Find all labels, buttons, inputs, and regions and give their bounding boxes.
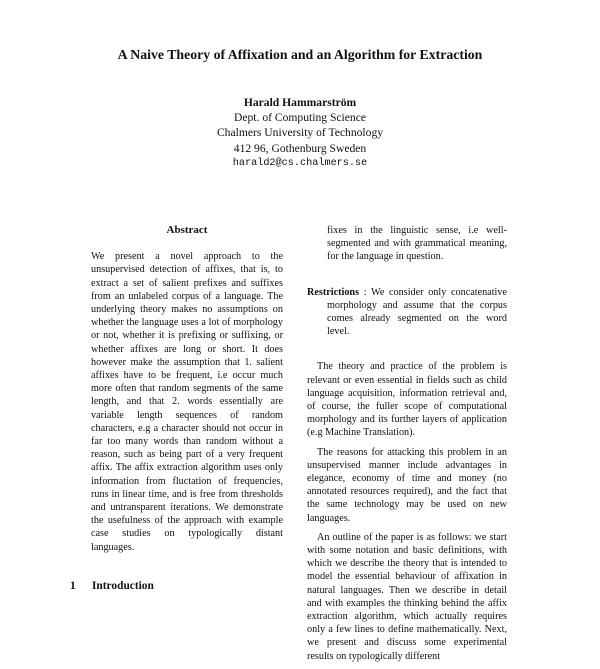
author-department: Dept. of Computing Science <box>233 111 366 125</box>
restrictions-paragraph <box>307 286 507 339</box>
continued-text: fixes in the linguistic sense, i.e well-segmented and with grammatical meaning, for the language in question. <box>327 225 507 263</box>
paper-title: A Naive Theory of Affixation and an Algorithm for Extraction <box>117 47 483 62</box>
section-1-heading <box>70 580 154 592</box>
paragraph-3: An outline of the paper is as follows: we start with some notation and basic definitions, with which we describe the theory that is intended to model the essential behaviour of affixation in natural languages. Then we describe in detail and with examples the thinking behind the affix extraction algorithm, which actually requires only a few lines to define mathematically. Next, we present and discuss some experimental results on typologically different <box>307 531 507 662</box>
section-1-number: 1 <box>70 580 76 592</box>
author-email[interactable]: harald2@cs.chalmers.se <box>232 157 368 169</box>
author-block <box>0 95 600 171</box>
abstract-body: We present a novel approach to the unsupervised detection of affixes, that is, to extract a set of salient prefixes and suffixes from an unlabeled corpus of a language. The underlying theory makes no assumptions on whether the language uses a lot of morphology or not, whether it is prefixing or suffixing, or whether affixes are long or short. It does however make the assumption that 1. salient affixes have to be frequent, i.e occur much more often that random segments of the same length, and that 2. words essentially are variable length sequences of random characters, e.g a character should not occur in far too many words than random without a reason, such as being part of a very frequent affix. The affix extraction algorithm uses only information from fluctation of frequencies, runs in linear time, and is free from thresholds and untransparent iterations. We demonstrate the usefulness of the approach with example case studies on typologically distant languages. <box>91 251 283 553</box>
abstract-heading: Abstract <box>166 224 208 236</box>
section-1-title: Introduction <box>92 580 154 592</box>
right-column <box>307 224 507 669</box>
restrictions-text: : We consider only concatenative morphology and assume that the corpus comes already segmented on the word level. <box>327 286 507 338</box>
restrictions-label: Restrictions <box>307 286 360 298</box>
author-address: 412 96, Gothenburg Sweden <box>233 141 367 155</box>
paragraph-2: The reasons for attacking this problem in an unsupervised manner include advantages in elegance, economy of time and money (no annotated resources required), and the fact that the same technology may be used on new languages. <box>307 446 507 524</box>
paragraph-1: The theory and practice of the problem is relevant or even essential in fields such as child language acquisition, information retrieval and, of course, the fuller scope of computational morphology and its further layers of application (e.g Machine Translation). <box>307 361 507 439</box>
author-university: Chalmers University of Technology <box>216 126 384 140</box>
author-name: Harald Hammarström <box>243 96 357 109</box>
left-column <box>91 224 283 554</box>
